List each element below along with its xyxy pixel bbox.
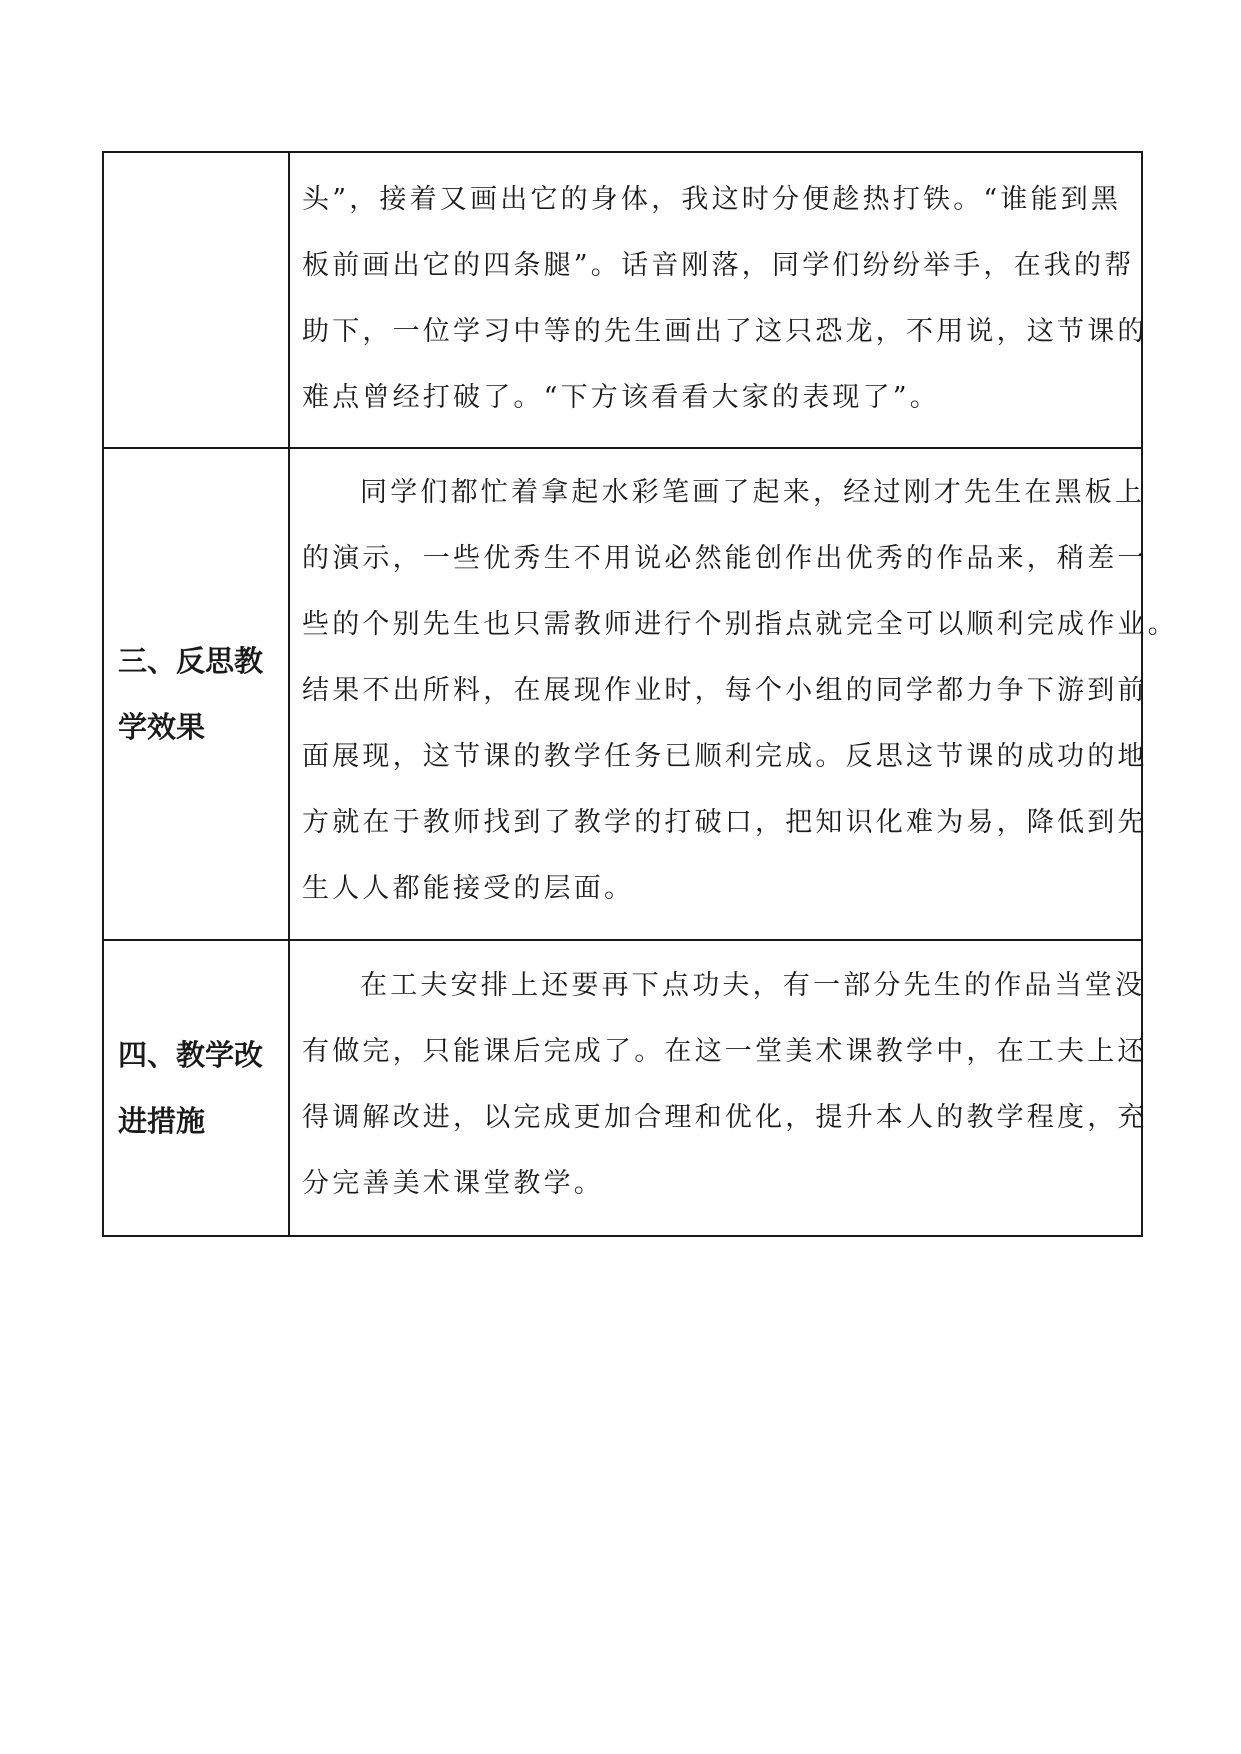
content-line: 有做完，只能课后完成了。在这一堂美术课教学中，在工夫上还 — [302, 1036, 1148, 1067]
content-line: 结果不出所料，在展现作业时，每个小组的同学都力争下游到前 — [302, 675, 1148, 706]
content-line: 得调解改进，以完成更加合理和优化，提升本人的教学程度，充 — [302, 1102, 1148, 1133]
table-row-improvement-measures — [103, 940, 1142, 1236]
table-row-reflection-effect — [103, 448, 1142, 940]
content-line: 的演示，一些优秀生不用说必然能创作出优秀的作品来，稍差一 — [302, 543, 1148, 574]
row-label-line: 学效果 — [118, 710, 206, 744]
row-content — [289, 448, 1178, 940]
row-content — [289, 940, 1148, 1236]
content-line: 在工夫安排上还要再下点功夫，有一部分先生的作品当堂没 — [360, 970, 1146, 1001]
content-line: 难点曾经打破了。“下方该看看大家的表现了”。 — [302, 382, 941, 413]
content-line: 分完善美术课堂教学。 — [302, 1168, 604, 1199]
content-line: 方就在于教师找到了教学的打破口，把知识化难为易，降低到先 — [302, 807, 1148, 838]
content-line: 头”，接着又画出它的身体，我这时分便趁热打铁。“谁能到黑 — [302, 184, 1122, 215]
content-line: 生人人都能接受的层面。 — [302, 873, 635, 904]
content-line: 同学们都忙着拿起水彩笔画了起来，经过刚才先生在黑板上 — [360, 477, 1146, 508]
row-label-empty — [103, 152, 289, 448]
content-line: 助下，一位学习中等的先生画出了这只恐龙，不用说，这节课的 — [302, 316, 1148, 347]
row-label — [103, 940, 289, 1236]
row-label-line: 进措施 — [118, 1104, 206, 1138]
row-label-line: 三、反思教 — [118, 644, 264, 678]
row-content — [289, 152, 1148, 448]
table-row-continuation — [103, 152, 1142, 448]
row-label — [103, 448, 289, 940]
reflection-table — [102, 151, 1178, 1237]
content-line: 些的个别先生也只需教师进行个别指点就完全可以顺利完成作业。 — [302, 609, 1178, 640]
content-line: 面展现，这节课的教学任务已顺利完成。反思这节课的成功的地 — [302, 741, 1148, 772]
row-label-line: 四、教学改 — [118, 1038, 264, 1072]
content-line: 板前画出它的四条腿”。话音刚落，同学们纷纷举手，在我的帮 — [302, 250, 1135, 281]
